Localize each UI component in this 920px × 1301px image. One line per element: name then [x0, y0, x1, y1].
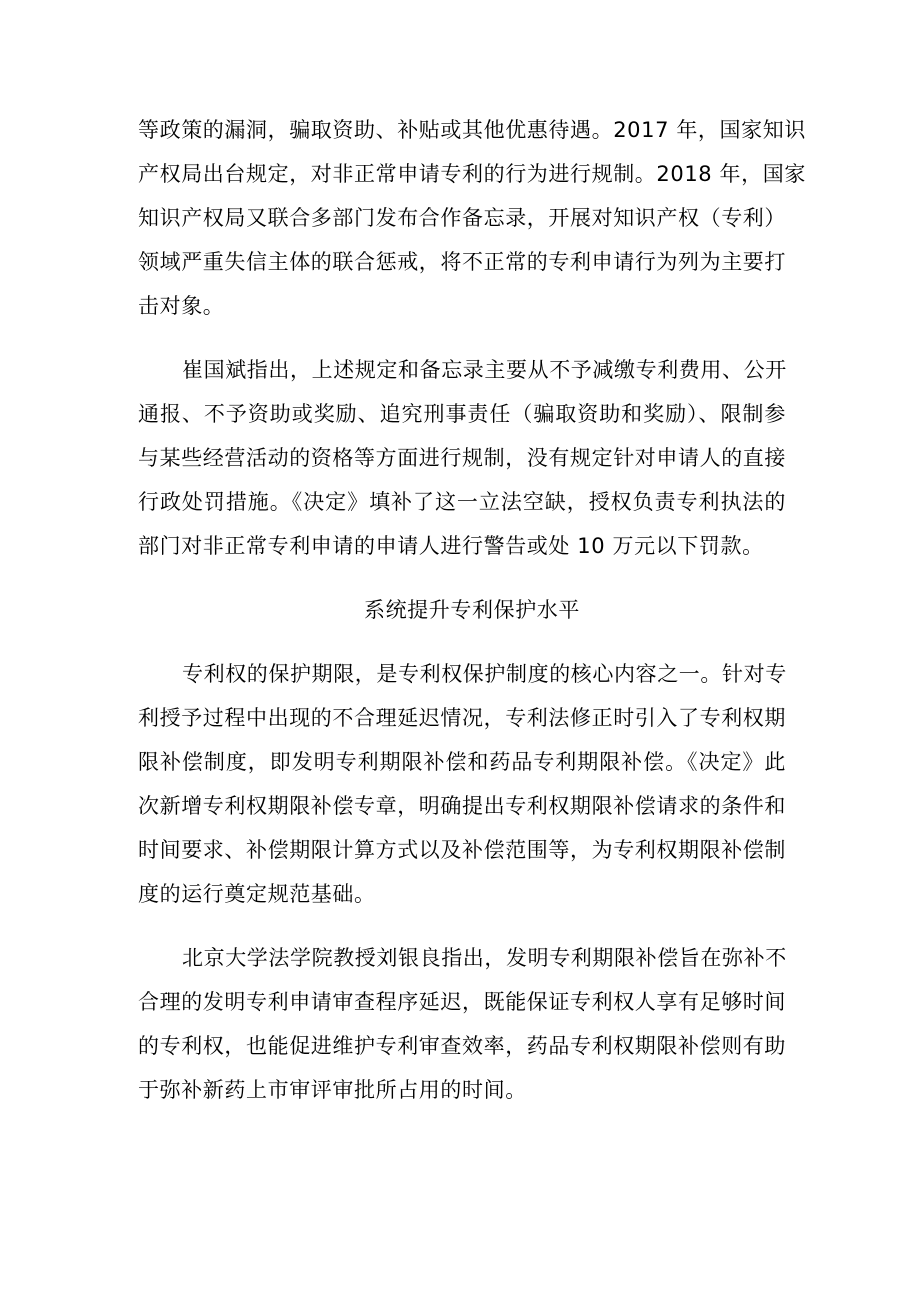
text-line: 于弥补新药上市审评审批所占用的时间。: [138, 1078, 527, 1102]
text-line: 限补偿制度，即发明专利期限补偿和药品专利期限补偿。《决定》此: [138, 750, 786, 774]
paragraph-1: [138, 108, 806, 328]
paragraph-3: [138, 652, 786, 916]
text-line: 崔国斌指出，上述规定和备忘录主要从不予减缴专利费用、公开: [182, 358, 787, 382]
text-line: 领域严重失信主体的联合惩戒，将不正常的专利申请行为列为主要打: [138, 250, 786, 274]
text-line: 时间要求、补偿期限计算方式以及补偿范围等，为专利权期限补偿制: [138, 838, 786, 862]
paragraph-2: [138, 348, 786, 568]
text-line: 通报、不予资助或奖励、追究刑事责任（骗取资助和奖励）、限制参: [138, 402, 786, 426]
text-line: 的专利权，也能促进维护专利审查效率，药品专利权期限补偿则有助: [138, 1034, 786, 1058]
text-line: 度的运行奠定规范基础。: [138, 882, 376, 906]
text-line: 次新增专利权期限补偿专章，明确提出专利权期限补偿请求的条件和: [138, 794, 786, 818]
text-line: 部门对非正常专利申请的申请人进行警告或处 10 万元以下罚款。: [138, 534, 764, 558]
text-line: 行政处罚措施。《决定》填补了这一立法空缺，授权负责专利执法的: [138, 490, 786, 514]
text-line: 知识产权局又联合多部门发布合作备忘录，开展对知识产权（专利）: [138, 206, 786, 230]
document-body: [138, 108, 806, 1132]
text-line: 专利权的保护期限，是专利权保护制度的核心内容之一。针对专: [182, 662, 787, 686]
text-line: 击对象。: [138, 294, 225, 318]
text-line: 合理的发明专利申请审查程序延迟，既能保证专利权人享有足够时间: [138, 990, 786, 1014]
text-line: 与某些经营活动的资格等方面进行规制，没有规定针对申请人的直接: [138, 446, 786, 470]
text-line: 等政策的漏洞，骗取资助、补贴或其他优惠待遇。2017 年，国家知识: [138, 118, 806, 142]
text-line: 利授予过程中出现的不合理延迟情况，专利法修正时引入了专利权期: [138, 706, 786, 730]
section-heading: 系统提升专利保护水平: [364, 598, 580, 622]
text-line: 产权局出台规定，对非正常申请专利的行为进行规制。2018 年，国家: [138, 162, 806, 186]
paragraph-4: [138, 936, 786, 1112]
text-line: 北京大学法学院教授刘银良指出，发明专利期限补偿旨在弥补不: [182, 946, 787, 970]
